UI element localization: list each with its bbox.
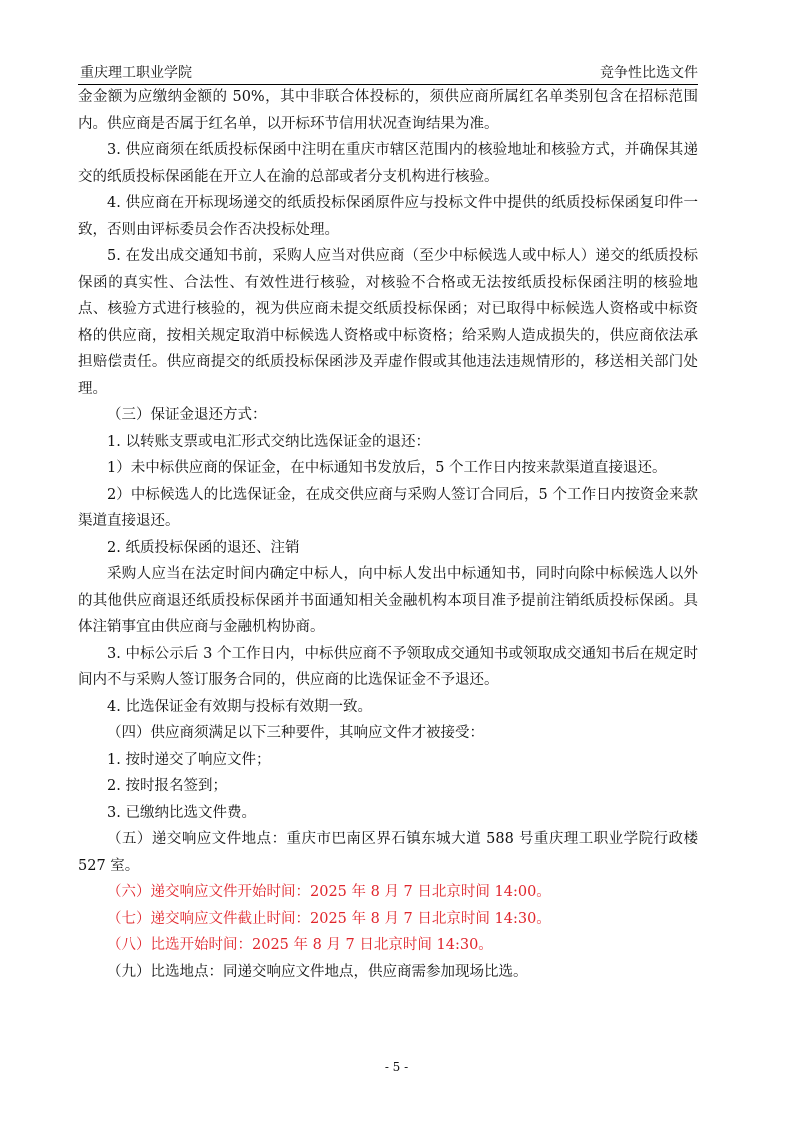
section-heading-6: （六）递交响应文件开始时间：2025 年 8 月 7 日北京时间 14:00。: [107, 884, 551, 900]
header-document-type: 竞争性比选文件: [600, 65, 698, 81]
paragraph-15: 3. 已缴纳比选文件费。: [107, 804, 256, 821]
paragraph-14: 2. 按时报名签到；: [107, 778, 227, 794]
paragraph-1: 3. 供应商须在纸质投标保函中注明在重庆市辖区范围内的核验地址和核验方式，并确保其递交的纸质投标保函能在开立人在渝的总部或者分支机构进行核验。: [78, 142, 698, 185]
page-number: - 5 -: [384, 1060, 409, 1074]
paragraph-11: 4. 比选保证金有效期与投标有效期一致。: [107, 698, 372, 715]
paragraph-10: 3. 中标公示后 3 个工作日内，中标供应商不予领取成交通知书或领取成交通知书后在规定时间内不与采购人签订服务合同的，供应商的比选保证金不予退还。: [78, 645, 698, 688]
paragraph-6: 1）未中标供应商的保证金，在中标通知书发放后，5 个工作日内按来款渠道直接退还。: [107, 460, 667, 476]
paragraph-2: 4. 供应商在开标现场递交的纸质投标保函原件应与投标文件中提供的纸质投标保函复印件一致，否则由评标委员会作否决投标处理。: [78, 195, 698, 238]
paragraph-13: 1. 按时递交了响应文件；: [107, 751, 271, 768]
paragraph-0: 金金额为应缴纳金额的 50%，其中非联合体投标的，须供应商所属红名单类别包含在招标范围内。供应商是否属于红名单，以开标环节信用状况查询结果为准。: [78, 89, 698, 132]
paragraph-7: 2）中标候选人的比选保证金，在成交供应商与采购人签订合同后，5 个工作日内按资金来款渠道直接退还。: [78, 486, 698, 529]
section-heading-7: （七）递交响应文件截止时间：2025 年 8 月 7 日北京时间 14:30。: [107, 910, 551, 927]
paragraph-8: 2. 纸质投标保函的退还、注销: [107, 539, 300, 556]
section-heading-5: （五）递交响应文件地点：重庆市巴南区界石镇东城大道 588 号重庆理工职业学院行政楼 527 室。: [78, 831, 698, 874]
section-heading-9: （九）比选地点：同递交响应文件地点，供应商需参加现场比选。: [107, 963, 528, 980]
page-header: [78, 60, 698, 85]
header-school-name: 重庆理工职业学院: [80, 65, 192, 81]
paragraph-5: 1. 以转账支票或电汇形式交纳比选保证金的退还：: [107, 433, 430, 450]
section-heading-4: （四）供应商须满足以下三种要件，其响应文件才被接受：: [107, 725, 484, 741]
section-heading-3: （三）保证金退还方式：: [107, 407, 267, 423]
section-heading-8: （八）比选开始时间：2025 年 8 月 7 日北京时间 14:30。: [107, 937, 493, 953]
paragraph-3: 5. 在发出成交通知书前，采购人应当对供应商（至少中标候选人或中标人）递交的纸质投标保函的真实性、合法性、有效性进行核验，对核验不合格或无法按纸质投标保函注明的核验地点、核验方式进行核验的，视为供应商未提交纸质投标保函；对已取得中标候选人资格或中标资格的供应商，按相关规定取消中标候选人资格或中标资格；给采购人造成损失的，供应商依法承担赔偿责任。供应商提交的纸质投标保函涉及弄虚作假或其他违法违规情形的，移送相关部门处理。: [78, 248, 698, 397]
document-body: [78, 84, 698, 985]
paragraph-9: 采购人应当在法定时间内确定中标人，向中标人发出中标通知书，同时向除中标候选人以外的其他供应商退还纸质投标保函并书面通知相关金融机构本项目准予提前注销纸质投标保函。具体注销事宜由供应商与金融机构协商。: [78, 566, 698, 635]
